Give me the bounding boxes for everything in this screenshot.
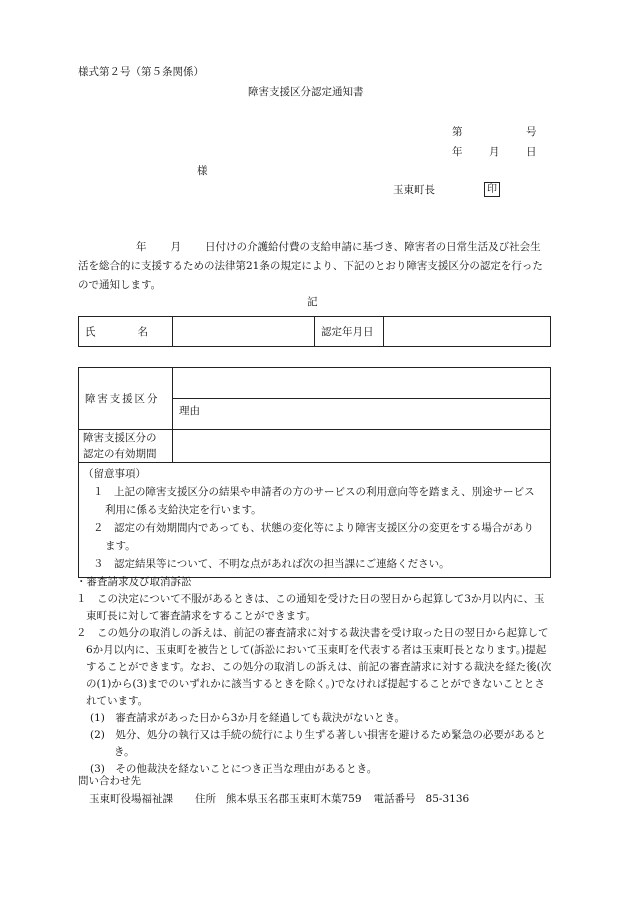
date-day-label: 日 <box>526 146 537 158</box>
paragraph-date-month: 月 <box>170 241 181 253</box>
notes-cell <box>79 463 551 578</box>
name-value <box>173 317 315 347</box>
paragraph-date-year: 年 <box>136 241 147 253</box>
date-year-label: 年 <box>452 146 463 158</box>
note-item-1: １ 上記の障害支援区分の結果や申請者の方のサービスの利用意向等を踏まえ、別途サービス利用に係る支給決定を行います。 <box>93 486 535 516</box>
validity-period-label <box>79 430 173 463</box>
support-category-table <box>78 367 551 578</box>
note-item-3: ３ 認定結果等について、不明な点があれば次の担当課にご連絡ください。 <box>93 558 450 570</box>
appeal-item-2: ２ この処分の取消しの訴えは、前記の審査請求に対する裁決書を受け取った日の翌日から起算して6か月以内に、玉東町を被告として(訴訟において玉東町を代表する者は玉東町長となります。)提起することができます。なお、この処分の取消しの訴えは、前記の審査請求に対する裁決を経た後(次の(1)から(3)までのいずれかに該当するときを除く。)でなければ提起することができないこととされています。 <box>76 627 552 707</box>
document-title: 障害支援区分認定通知書 <box>248 86 364 98</box>
contact-address-label: 住所 <box>195 793 216 805</box>
addressee-suffix: 様 <box>197 165 208 177</box>
certification-date-label: 認定年月日 <box>315 317 384 347</box>
validity-label-line2: 認定の有効期間 <box>83 448 157 460</box>
date-month-label: 月 <box>489 146 500 158</box>
support-category-value <box>173 368 551 399</box>
name-label: 氏 名 <box>79 317 173 347</box>
name-date-table <box>78 316 551 347</box>
appeal-section <box>76 574 554 778</box>
seal-mark <box>484 182 500 197</box>
appeal-item-1: １ この決定について不服があるときは、この通知を受けた日の翌日から起算して3か月以内に、玉東町長に対して審査請求をすることができます。 <box>76 593 545 622</box>
appeal-sub-3: (3) その他裁決を経ないことにつき正当な理由があるとき。 <box>90 763 378 775</box>
note-item-2: ２ 認定の有効期間内であっても、状態の変化等により障害支援区分の変更をする場合があります。 <box>93 522 534 552</box>
appeal-sub-2: (2) 処分、処分の執行又は手続の続行により生ずる著しい損害を避けるため緊急の必要があるとき。 <box>90 729 546 758</box>
notice-paragraph <box>78 238 550 295</box>
validity-period-value <box>173 430 551 463</box>
seal-text: 印 <box>484 182 500 197</box>
form-number: 様式第２号（第５条関係） <box>78 66 204 78</box>
paragraph-text: 日付けの介護給付費の支給申請に基づき、障害者の日常生活及び社会生活を総合的に支援するための法律第21条の規定により、下記のとおり障害支援区分の認定を行ったので通知します。 <box>78 241 543 291</box>
appeal-heading: ・審査請求及び取消訴訟 <box>76 576 192 588</box>
reason-cell <box>173 399 551 430</box>
contact-heading: 問い合わせ先 <box>78 775 141 787</box>
reason-label: 理由 <box>179 405 200 417</box>
appeal-sub-1: (1) 審査請求があった日から3か月を経過しても裁決がないとき。 <box>90 712 406 724</box>
contact-line <box>89 793 469 806</box>
notes-heading: （留意事項） <box>83 468 146 480</box>
ki-marker: 記 <box>307 296 318 308</box>
contact-address: 熊本県玉名郡玉東町木葉759 <box>226 793 362 805</box>
document-number-suffix: 号 <box>526 126 537 138</box>
support-category-label <box>79 368 173 430</box>
support-category-label-text: 障害支援区分 <box>85 393 160 405</box>
contact-phone: 85-3136 <box>425 793 470 805</box>
document-number-prefix: 第 <box>452 126 463 138</box>
issuer-name: 玉東町長 <box>393 184 435 196</box>
contact-phone-label: 電話番号 <box>373 793 416 805</box>
certification-date-value <box>384 317 551 347</box>
validity-label-line1: 障害支援区分の <box>83 432 157 444</box>
contact-office: 玉東町役場福祉課 <box>89 793 173 805</box>
